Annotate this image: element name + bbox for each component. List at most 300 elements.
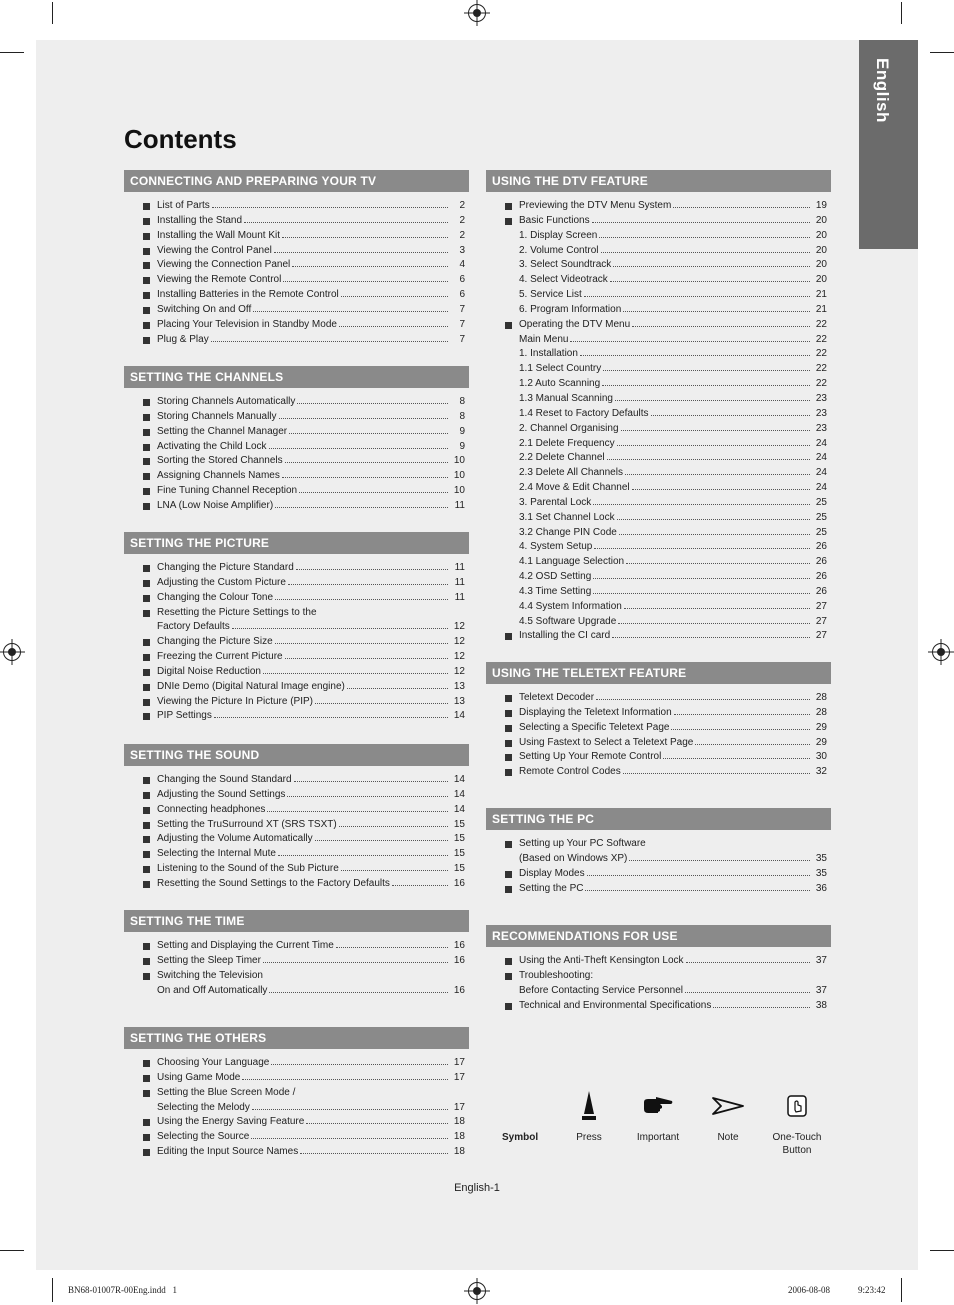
section-heading: USING THE DTV FEATURE — [486, 170, 831, 192]
toc-section-picture — [124, 532, 469, 724]
toc-entry[interactable] — [486, 318, 831, 333]
toc-entry[interactable] — [486, 214, 831, 229]
dot-leader — [296, 569, 448, 570]
toc-entry-title: Fine Tuning Channel Reception — [157, 485, 298, 497]
toc-entry-title: 5. Service List — [519, 289, 582, 301]
toc-entry[interactable] — [124, 954, 469, 969]
bullet-square-icon — [143, 565, 150, 572]
toc-entry-page: 16 — [453, 984, 465, 996]
toc-entry-title: Remote Control Codes — [519, 766, 621, 778]
toc-list — [486, 837, 831, 896]
toc-entry[interactable] — [124, 803, 469, 818]
toc-entry[interactable] — [124, 969, 469, 984]
toc-entry[interactable] — [486, 377, 831, 392]
bullet-square-icon — [505, 725, 512, 732]
dot-leader — [271, 1064, 448, 1065]
toc-entry-title: 3. Parental Lock — [519, 496, 592, 508]
toc-entry[interactable] — [124, 440, 469, 455]
dot-leader — [651, 415, 810, 416]
toc-entry[interactable] — [124, 832, 469, 847]
dot-leader — [623, 311, 810, 312]
bullet-square-icon — [143, 836, 150, 843]
toc-entry[interactable] — [124, 877, 469, 892]
toc-entry-title: Adjusting the Sound Settings — [157, 788, 286, 800]
bullet-square-icon — [143, 822, 150, 829]
toc-entry-title: Before Contacting Service Personnel — [519, 984, 683, 996]
bullet-square-icon — [143, 973, 150, 980]
toc-entry-title: Teletext Decoder — [519, 692, 595, 703]
toc-entry[interactable] — [124, 288, 469, 303]
dot-leader — [593, 593, 810, 594]
toc-entry-page: 25 — [815, 511, 827, 523]
toc-entry[interactable] — [124, 620, 469, 635]
toc-entry[interactable] — [486, 288, 831, 303]
dot-leader — [292, 266, 448, 267]
dot-leader — [288, 584, 448, 585]
toc-entry-title: Main Menu — [519, 333, 569, 345]
toc-entry[interactable] — [486, 199, 831, 214]
section-heading: USING THE TELETEXT FEATURE — [486, 662, 831, 684]
bullet-square-icon — [505, 1003, 512, 1010]
toc-entry-title: 4. System Setup — [519, 541, 593, 553]
toc-entry-page: 20 — [815, 274, 827, 286]
toc-entry-page: 15 — [453, 818, 465, 830]
dot-leader — [274, 252, 448, 253]
toc-entry[interactable] — [486, 258, 831, 273]
slug-date: 2006-08-08 — [788, 1285, 830, 1295]
toc-entry-title: 4. Select Videotrack — [519, 274, 608, 286]
toc-entry[interactable] — [124, 650, 469, 665]
toc-entry[interactable] — [486, 691, 831, 706]
toc-entry[interactable] — [124, 499, 469, 514]
toc-entry-page: 26 — [815, 556, 827, 568]
bullet-square-icon — [143, 639, 150, 646]
toc-entry-title: Display Modes — [519, 867, 585, 879]
toc-entry-title: On and Off Automatically — [157, 984, 268, 996]
bullet-square-icon — [143, 958, 150, 965]
toc-entry[interactable] — [486, 969, 831, 984]
section-heading: SETTING THE CHANNELS — [124, 366, 469, 388]
bullet-square-icon — [505, 322, 512, 329]
toc-entry-title: Resetting the Picture Settings to the — [157, 606, 317, 618]
toc-entry-title: Selecting the Melody — [157, 1101, 250, 1113]
toc-entry-title: Installing the Stand — [157, 214, 243, 226]
symbol-one-touch — [762, 1088, 832, 1157]
dot-leader — [613, 266, 810, 267]
dot-leader — [584, 296, 810, 297]
toc-entry-page: 14 — [453, 774, 465, 785]
toc-entry-title: Factory Defaults — [157, 621, 230, 633]
toc-entry-title: Setting the Blue Screen Mode / — [157, 1086, 296, 1098]
dot-leader — [300, 1153, 448, 1154]
toc-entry[interactable] — [124, 1115, 469, 1130]
toc-entry-title: DNIe Demo (Digital Natural Image engine) — [157, 680, 345, 692]
toc-entry-page: 17 — [453, 1101, 465, 1113]
dot-leader — [596, 699, 810, 700]
bullet-square-icon — [143, 580, 150, 587]
toc-entry[interactable] — [124, 244, 469, 259]
toc-entry-title: Setting the Sleep Timer — [157, 954, 261, 966]
toc-entry-title: Sorting the Stored Channels — [157, 455, 283, 467]
toc-entry[interactable] — [124, 635, 469, 650]
toc-entry[interactable] — [124, 788, 469, 803]
toc-entry-page: 14 — [453, 803, 465, 815]
section-heading: CONNECTING AND PREPARING YOUR TV — [124, 170, 469, 192]
toc-entry-title: 4.1 Language Selection — [519, 556, 625, 568]
dot-leader — [625, 474, 810, 475]
toc-entry[interactable] — [124, 199, 469, 214]
toc-entry-title: 2.1 Delete Frequency — [519, 437, 615, 449]
toc-entry[interactable] — [486, 362, 831, 377]
section-heading: SETTING THE PICTURE — [124, 532, 469, 554]
toc-entry[interactable] — [124, 709, 469, 724]
dot-leader — [269, 992, 448, 993]
toc-entry-title: PIP Settings — [157, 710, 212, 722]
toc-entry[interactable] — [486, 837, 831, 852]
toc-entry[interactable] — [486, 451, 831, 466]
toc-entry-page: 9 — [459, 440, 465, 452]
toc-entry-page: 28 — [815, 692, 827, 703]
toc-list — [486, 954, 831, 1013]
toc-entry-title: Using Game Mode — [157, 1071, 241, 1083]
toc-entry[interactable] — [486, 303, 831, 318]
toc-entry-title: Activating the Child Lock — [157, 440, 267, 452]
toc-entry-page: 16 — [453, 954, 465, 966]
toc-entry-page: 35 — [815, 867, 827, 879]
toc-entry-title: LNA (Low Noise Amplifier) — [157, 499, 274, 511]
dot-leader — [339, 826, 448, 827]
toc-entry[interactable] — [486, 540, 831, 555]
toc-entry[interactable] — [124, 665, 469, 680]
toc-entry[interactable] — [486, 437, 831, 452]
toc-entry[interactable] — [486, 852, 831, 867]
toc-entry[interactable] — [124, 1086, 469, 1101]
toc-entry[interactable] — [124, 469, 469, 484]
toc-entry-page: 18 — [453, 1146, 465, 1158]
toc-entry-page: 38 — [815, 999, 827, 1011]
toc-entry-page: 22 — [815, 348, 827, 360]
bullet-square-icon — [143, 1134, 150, 1141]
toc-entry-page: 25 — [815, 526, 827, 538]
dot-leader — [297, 403, 448, 404]
toc-entry-title: Plug & Play — [157, 333, 209, 345]
toc-entry[interactable] — [486, 555, 831, 570]
toc-entry[interactable] — [486, 615, 831, 630]
dot-leader — [279, 418, 448, 419]
toc-entry[interactable] — [124, 229, 469, 244]
toc-entry[interactable] — [486, 466, 831, 481]
toc-entry-title: Displaying the Teletext Information — [519, 706, 672, 718]
symbol-legend-label: Symbol — [502, 1132, 539, 1143]
toc-entry[interactable] — [486, 511, 831, 526]
toc-entry[interactable] — [124, 273, 469, 288]
toc-section-others — [124, 1027, 469, 1160]
toc-entry-page: 21 — [815, 289, 827, 301]
crop-mark — [0, 1250, 24, 1251]
symbol-important — [623, 1088, 693, 1144]
toc-entry[interactable] — [124, 1101, 469, 1116]
toc-entry[interactable] — [486, 765, 831, 780]
dot-leader — [214, 717, 448, 718]
toc-entry[interactable] — [486, 244, 831, 259]
bullet-square-icon — [505, 218, 512, 225]
toc-entry-page: 7 — [459, 303, 465, 315]
toc-entry[interactable] — [124, 680, 469, 695]
toc-entry-page: 11 — [454, 562, 465, 573]
toc-entry-title: 2.3 Delete All Channels — [519, 467, 623, 479]
toc-entry[interactable] — [124, 1145, 469, 1160]
toc-entry[interactable] — [124, 318, 469, 333]
toc-entry-page: 20 — [815, 214, 827, 226]
toc-entry[interactable] — [486, 392, 831, 407]
toc-entry-page: 14 — [453, 788, 465, 800]
bullet-square-icon — [143, 595, 150, 602]
toc-entry[interactable] — [124, 847, 469, 862]
bullet-square-icon — [143, 248, 150, 255]
toc-entry-title: Technical and Environmental Specifications — [519, 999, 712, 1011]
dot-leader — [392, 885, 448, 886]
toc-entry[interactable] — [486, 481, 831, 496]
dot-leader — [278, 855, 448, 856]
toc-entry-title: Connecting headphones — [157, 803, 266, 815]
toc-entry[interactable] — [124, 214, 469, 229]
toc-entry[interactable] — [486, 526, 831, 541]
toc-entry[interactable] — [124, 561, 469, 576]
toc-entry[interactable] — [124, 862, 469, 877]
bullet-square-icon — [143, 503, 150, 510]
bullet-square-icon — [143, 322, 150, 329]
bullet-square-icon — [505, 710, 512, 717]
toc-entry-page: 2 — [459, 214, 465, 226]
symbol-legend — [486, 1088, 831, 1160]
toc-entry-page: 10 — [453, 485, 465, 497]
dot-leader — [315, 703, 448, 704]
bullet-square-icon — [143, 292, 150, 299]
toc-entry-title: 1.3 Manual Scanning — [519, 392, 613, 404]
section-heading: SETTING THE TIME — [124, 910, 469, 932]
toc-entry-page: 9 — [459, 425, 465, 437]
dot-leader — [341, 870, 448, 871]
dot-leader — [253, 311, 448, 312]
toc-entry[interactable] — [486, 570, 831, 585]
toc-entry-title: 1. Display Screen — [519, 229, 598, 241]
crop-mark — [52, 2, 53, 24]
toc-entry[interactable] — [486, 736, 831, 751]
toc-entry[interactable] — [124, 1130, 469, 1145]
toc-entry-title: 6. Program Information — [519, 303, 622, 315]
dot-leader — [252, 1109, 448, 1110]
bullet-square-icon — [143, 262, 150, 269]
toc-entry[interactable] — [486, 882, 831, 897]
toc-section-time — [124, 910, 469, 998]
toc-entry-title: 4.4 System Information — [519, 600, 622, 612]
toc-entry-page: 26 — [815, 541, 827, 553]
symbol-important-label: Important — [636, 1132, 680, 1143]
toc-entry[interactable] — [486, 706, 831, 721]
toc-entry[interactable] — [486, 984, 831, 999]
toc-entry[interactable] — [124, 425, 469, 440]
toc-entry[interactable] — [486, 229, 831, 244]
toc-entry-page: 2 — [459, 200, 465, 211]
dot-leader — [587, 875, 810, 876]
toc-entry-page: 10 — [453, 455, 465, 467]
dot-leader — [339, 326, 448, 327]
toc-entry-title: Selecting a Specific Teletext Page — [519, 721, 670, 733]
toc-entry[interactable] — [124, 484, 469, 499]
toc-entry[interactable] — [124, 773, 469, 788]
toc-entry[interactable] — [486, 721, 831, 736]
toc-entry-page: 14 — [453, 710, 465, 722]
toc-entry[interactable] — [486, 585, 831, 600]
toc-entry[interactable] — [124, 395, 469, 410]
section-heading: RECOMMENDATIONS FOR USE — [486, 925, 831, 947]
toc-entry-title: Choosing Your Language — [157, 1057, 270, 1068]
toc-entry-title: Operating the DTV Menu — [519, 318, 631, 330]
toc-entry-page: 29 — [815, 721, 827, 733]
bullet-square-icon — [143, 1149, 150, 1156]
toc-entry-page: 6 — [459, 274, 465, 286]
toc-entry[interactable] — [486, 600, 831, 615]
toc-section-connecting — [124, 170, 469, 347]
toc-entry[interactable] — [124, 576, 469, 591]
toc-entry[interactable] — [486, 750, 831, 765]
dot-leader — [275, 599, 448, 600]
toc-entry[interactable] — [124, 939, 469, 954]
bullet-square-icon — [505, 958, 512, 965]
toc-entry-page: 24 — [815, 452, 827, 464]
toc-entry[interactable] — [124, 258, 469, 273]
dot-leader — [623, 773, 810, 774]
toc-entry-title: Freezing the Current Picture — [157, 651, 283, 663]
toc-entry[interactable] — [124, 1056, 469, 1071]
crop-mark — [52, 1278, 53, 1302]
toc-entry[interactable] — [486, 273, 831, 288]
toc-entry-page: 7 — [459, 318, 465, 330]
toc-entry-page: 26 — [815, 585, 827, 597]
toc-section-recommend — [486, 925, 831, 1013]
bullet-square-icon — [143, 699, 150, 706]
toc-entry-title: 4.3 Time Setting — [519, 585, 592, 597]
dot-leader — [594, 548, 810, 549]
bullet-square-icon — [143, 610, 150, 617]
bullet-square-icon — [143, 458, 150, 465]
toc-entry[interactable] — [486, 333, 831, 348]
dot-leader — [685, 992, 810, 993]
toc-entry[interactable] — [486, 422, 831, 437]
bullet-square-icon — [143, 414, 150, 421]
toc-entry-title: 3. Select Soundtrack — [519, 259, 612, 271]
bullet-square-icon — [143, 233, 150, 240]
toc-entry-page: 16 — [453, 940, 465, 951]
registration-mark-icon — [468, 4, 486, 22]
toc-entry-page: 12 — [453, 665, 465, 677]
symbol-press — [554, 1088, 624, 1144]
toc-entry-title: Adjusting the Custom Picture — [157, 576, 286, 588]
toc-entry[interactable] — [124, 1071, 469, 1086]
crop-mark — [0, 52, 24, 53]
toc-entry-page: 23 — [815, 392, 827, 404]
symbol-note — [693, 1088, 763, 1144]
toc-entry[interactable] — [124, 984, 469, 999]
toc-entry-title: Changing the Picture Standard — [157, 562, 294, 573]
dot-leader — [341, 296, 448, 297]
toc-entry-page: 27 — [815, 615, 827, 627]
toc-entry[interactable] — [486, 954, 831, 969]
toc-entry[interactable] — [124, 333, 469, 348]
dot-leader — [599, 237, 810, 238]
toc-entry[interactable] — [124, 818, 469, 833]
toc-entry-page: 4 — [459, 259, 465, 271]
toc-entry-page: 18 — [453, 1116, 465, 1128]
dot-leader — [603, 370, 810, 371]
dot-leader — [267, 811, 448, 812]
toc-entry[interactable] — [486, 407, 831, 422]
bullet-square-icon — [143, 1119, 150, 1126]
toc-entry-title: Basic Functions — [519, 214, 590, 226]
toc-entry[interactable] — [124, 591, 469, 606]
toc-entry-title: Viewing the Connection Panel — [157, 259, 291, 271]
toc-entry-page: 8 — [459, 410, 465, 422]
toc-entry-page: 24 — [815, 467, 827, 479]
toc-entry-page: 2 — [459, 229, 465, 241]
toc-entry-title: Using Fastext to Select a Teletext Page — [519, 736, 694, 748]
toc-entry-page: 18 — [453, 1131, 465, 1143]
bullet-square-icon — [143, 851, 150, 858]
toc-entry-title: Placing Your Television in Standby Mode — [157, 318, 337, 330]
dot-leader — [626, 563, 810, 564]
dot-leader — [263, 962, 448, 963]
toc-entry-title: Adjusting the Volume Automatically — [157, 833, 313, 845]
dot-leader — [282, 477, 448, 478]
dot-leader — [285, 462, 448, 463]
toc-entry[interactable] — [486, 629, 831, 644]
dot-leader — [610, 281, 810, 282]
dot-leader — [617, 519, 810, 520]
bullet-square-icon — [143, 399, 150, 406]
toc-entry[interactable] — [124, 695, 469, 710]
toc-entry[interactable] — [124, 410, 469, 425]
toc-section-pc — [486, 808, 831, 896]
bullet-square-icon — [505, 754, 512, 761]
toc-entry-title: Troubleshooting: — [519, 969, 594, 981]
bullet-square-icon — [143, 654, 150, 661]
registration-mark-icon — [932, 643, 950, 661]
toc-entry[interactable] — [124, 454, 469, 469]
bullet-square-icon — [143, 203, 150, 210]
dot-leader — [347, 688, 448, 689]
toc-entry-page: 17 — [453, 1071, 465, 1083]
toc-entry-title: Selecting the Internal Mute — [157, 848, 276, 860]
toc-entry[interactable] — [486, 999, 831, 1014]
bullet-square-icon — [143, 307, 150, 314]
toc-entry[interactable] — [124, 303, 469, 318]
dot-leader — [617, 445, 810, 446]
dot-leader — [593, 504, 810, 505]
toc-entry[interactable] — [486, 347, 831, 362]
bullet-square-icon — [505, 769, 512, 776]
toc-entry-page: 17 — [453, 1057, 465, 1068]
toc-entry[interactable] — [486, 496, 831, 511]
registration-mark-icon — [468, 1282, 486, 1300]
toc-entry-title: 1.1 Select Country — [519, 363, 602, 375]
toc-entry-page: 32 — [815, 766, 827, 778]
toc-entry[interactable] — [124, 606, 469, 621]
crop-mark — [930, 52, 954, 53]
toc-entry[interactable] — [486, 867, 831, 882]
section-heading: SETTING THE PC — [486, 808, 831, 830]
toc-entry-title: Setting the Channel Manager — [157, 425, 288, 437]
dot-leader — [673, 207, 810, 208]
